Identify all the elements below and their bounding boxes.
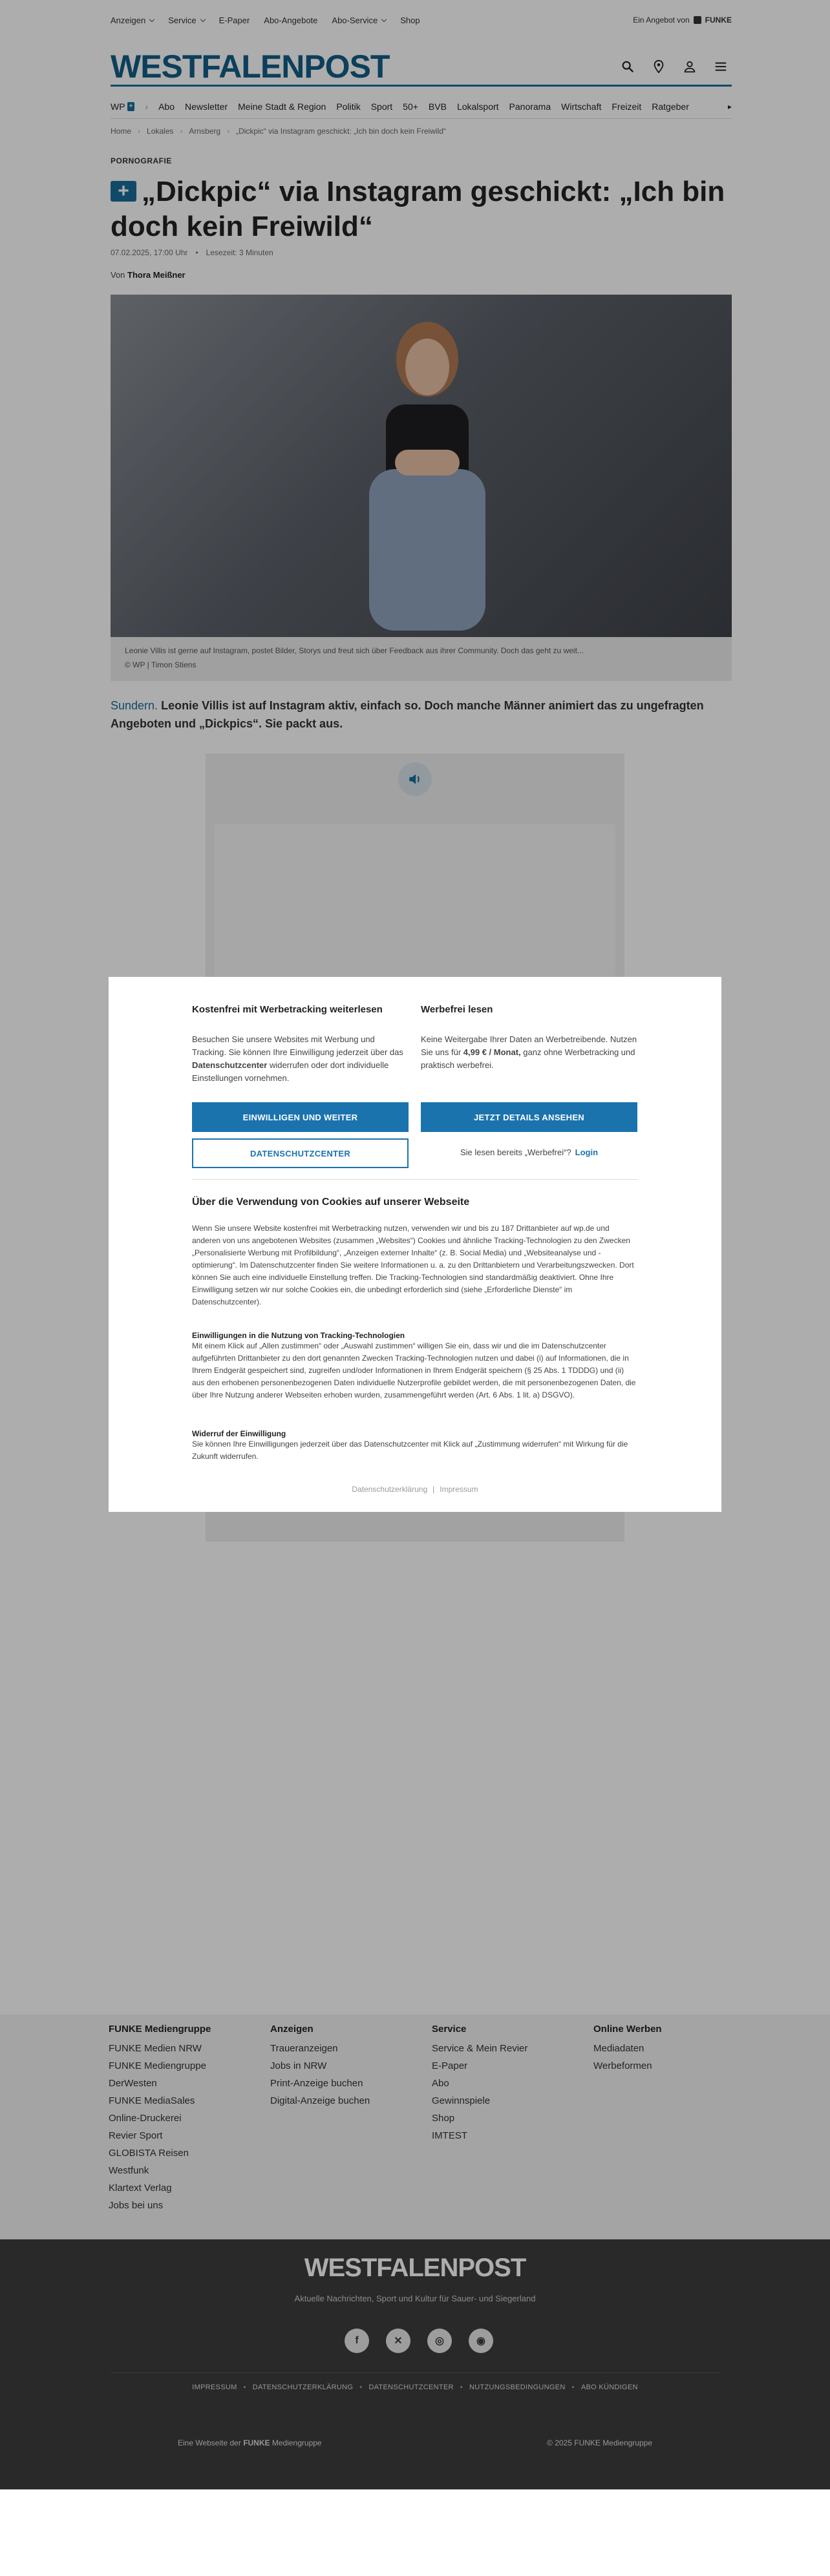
article-read-time: Lesezeit: 3 Minuten xyxy=(206,248,273,257)
footer-link[interactable]: FUNKE MediaSales xyxy=(109,2095,195,2106)
consent-text: Mit einem Klick auf „Allen zustimmen“ oder „Auswahl zustimmen“ willigen Sie ein, dass wir und die im Datenschutzcenter aufgeführten Drittanbieter zu den dort genannten Zwecken Tracking-Technologien nutzen und dabei (i) auf Informationen, die in Ihrem Endgerät gespeichert sind, zugreifen und/oder Informationen in Ihrem Endgerät speichern (§ 25 Abs. 1 TDDDG) und (ii) aus den erhobenen personenbezogenen Daten individuelle Nutzerprofile gebildet werden, die mit personenbezogenen Daten, die über Ihre Nutzung anderer Webseiten erhoben wurden, zusammengeführt werden (Art. 6 Abs. 1 lit. a) DSGVO). xyxy=(192,1341,636,1399)
nav-wp-plus[interactable]: WP + xyxy=(111,101,134,112)
site-of-funke: Eine Webseite der FUNKE Mediengruppe xyxy=(178,2438,322,2447)
footer-col-funke: FUNKE Mediengruppe FUNKE Medien NRW FUNKE Mediengruppe DerWesten FUNKE MediaSales Online-Druckerei Revier Sport GLOBISTA Reisen Westfunk Klartext Verlag Jobs bei uns xyxy=(109,2024,270,2214)
free-option-text: Besuchen Sie unsere Websites mit Werbung und Tracking. Sie können Ihre Einwilligung jederzeit über das Datenschutzcenter widerrufen oder dort individuelle Einstellungen vornehmen. xyxy=(192,1034,403,1083)
nav-item-bvb[interactable]: BVB xyxy=(428,101,447,112)
legal-link-nutzungsbedingungen[interactable]: NUTZUNGSBEDINGUNGEN xyxy=(469,2383,566,2391)
lead-city: Sundern. xyxy=(111,699,158,712)
facebook-icon[interactable]: f xyxy=(345,2329,369,2353)
plus-badge: + xyxy=(127,102,135,111)
caption-text: Leonie Villis ist gerne auf Instagram, postet Bilder, Storys und freut sich über Feedback aus ihrer Community. Doch das geht zu weit... xyxy=(125,646,584,655)
footer-link[interactable]: Mediadaten xyxy=(593,2043,644,2054)
consent-section xyxy=(192,1331,638,1401)
breadcrumb-arnsberg[interactable]: Arnsberg xyxy=(189,127,221,136)
revoke-text: Sie können Ihre Einwilligungen jederzeit über das Datenschutzcenter mit Klick auf „Zustimmung widerrufen“ mit Wirkung für die Zukunft widerrufen. xyxy=(192,1440,628,1461)
datenschutzcenter-link[interactable]: Datenschutzcenter xyxy=(192,1060,268,1070)
footer-col-online-werben: Online Werben Mediadaten Werbeformen xyxy=(593,2024,755,2214)
x-twitter-icon[interactable]: ✕ xyxy=(386,2329,410,2353)
footer-link[interactable]: Service & Mein Revier xyxy=(432,2043,528,2054)
nav-item-50plus[interactable]: 50+ xyxy=(403,101,418,112)
footer-col-anzeigen: Anzeigen Traueranzeigen Jobs in NRW Print-Anzeige buchen Digital-Anzeige buchen xyxy=(270,2024,432,2214)
imprint-link[interactable]: Impressum xyxy=(440,1485,478,1494)
footer-link[interactable]: Shop xyxy=(432,2113,455,2124)
article-author: Von Thora Meißner xyxy=(111,270,186,280)
footer-link[interactable]: GLOBISTA Reisen xyxy=(109,2148,189,2159)
price: 4,99 € / Monat, xyxy=(463,1047,521,1057)
author-link[interactable]: Thora Meißner xyxy=(127,270,186,280)
nav-item-sport[interactable]: Sport xyxy=(370,101,393,112)
free-option-title: Kostenfrei mit Werbetracking weiterlesen xyxy=(192,1004,383,1015)
footer-link[interactable]: Klartext Verlag xyxy=(109,2183,172,2194)
footer-link[interactable]: E-Paper xyxy=(432,2060,468,2071)
revoke-title: Widerruf der Einwilligung xyxy=(192,1429,286,1438)
footer-col-service: Service Service & Mein Revier E-Paper Abo Gewinnspiele Shop IMTEST xyxy=(432,2024,593,2214)
footer-link[interactable]: Jobs bei uns xyxy=(109,2200,164,2211)
copyright: © 2025 FUNKE Mediengruppe xyxy=(547,2438,652,2447)
topbar-link-anzeigen[interactable]: Anzeigen xyxy=(111,16,154,25)
nav-scroll-right-icon[interactable]: ▸ xyxy=(727,101,732,111)
paid-option-title: Werbefrei lesen xyxy=(421,1004,493,1015)
nav-item-lokalsport[interactable]: Lokalsport xyxy=(456,101,499,112)
article-headline: + „Dickpic“ via Instagram geschickt: „Ich bin doch kein Freiwild“ xyxy=(111,176,725,242)
nav-item-newsletter[interactable]: Newsletter xyxy=(185,101,228,112)
footer-link[interactable]: IMTEST xyxy=(432,2130,467,2141)
cookies-title: Über die Verwendung von Cookies auf unserer Webseite xyxy=(192,1197,470,1208)
instagram-icon[interactable]: ◎ xyxy=(427,2329,452,2353)
login-prompt: Sie lesen bereits „Werbefrei“? Login xyxy=(460,1147,599,1157)
footer-link[interactable]: Jobs in NRW xyxy=(270,2060,327,2071)
breadcrumb-home[interactable]: Home xyxy=(111,127,132,136)
privacy-link[interactable]: Datenschutzerklärung xyxy=(352,1485,428,1494)
consent-paid-option xyxy=(421,1004,637,1072)
topbar-link-epaper[interactable]: E-Paper xyxy=(218,15,250,25)
legal-link-abo-kuendigen[interactable]: ABO KÜNDIGEN xyxy=(580,2383,638,2391)
consent-title: Einwilligungen in die Nutzung von Tracking-Technologien xyxy=(192,1331,405,1340)
accept-button[interactable]: EINWILLIGEN UND WEITER xyxy=(192,1102,409,1132)
nav-item-freizeit[interactable]: Freizeit xyxy=(612,101,642,112)
topbar-link-shop[interactable]: Shop xyxy=(400,15,420,25)
nav-item-panorama[interactable]: Panorama xyxy=(509,101,551,112)
footer-link[interactable]: FUNKE Medien NRW xyxy=(109,2043,202,2054)
nav-separator: › xyxy=(145,101,149,112)
consent-free-option xyxy=(192,1004,409,1085)
breadcrumb-lokales[interactable]: Lokales xyxy=(147,127,174,136)
nav-item-abo[interactable]: Abo xyxy=(158,101,175,112)
legal-link-datenschutz[interactable]: DATENSCHUTZERKLÄRUNG xyxy=(252,2383,354,2391)
footer-link[interactable]: Gewinnspiele xyxy=(432,2095,491,2106)
article-date: 07.02.2025, 17:00 Uhr xyxy=(111,248,188,257)
topbar-link-abo-service[interactable]: Abo-Service xyxy=(332,16,386,25)
site-logo[interactable]: WESTFALENPOST xyxy=(111,48,390,85)
topbar-link-abo-angebote[interactable]: Abo-Angebote xyxy=(264,15,318,25)
footer-link[interactable]: Print-Anzeige buchen xyxy=(270,2078,363,2089)
image-credit: © WP | Timon Stiens xyxy=(125,660,197,669)
consent-dialog xyxy=(109,977,721,1512)
funke-offer[interactable]: Ein Angebot von FUNKE xyxy=(633,16,732,25)
footer-link[interactable]: Revier Sport xyxy=(109,2130,163,2141)
topbar-link-service[interactable]: Service xyxy=(168,16,204,25)
footer-link[interactable]: Online-Druckerei xyxy=(109,2113,182,2124)
footer-tagline: Aktuelle Nachrichten, Sport und Kultur für Sauer- und Siegerland xyxy=(294,2294,536,2303)
nav-item-meine-stadt[interactable]: Meine Stadt & Region xyxy=(238,101,326,112)
datenschutzcenter-button[interactable]: DATENSCHUTZCENTER xyxy=(192,1138,409,1168)
paid-option-text: Keine Weitergabe Ihrer Daten an Werbetreibende. Nutzen Sie uns für 4,99 € / Monat, ganz ohne Werbetracking und praktisch werbefrei. xyxy=(421,1034,637,1070)
plus-badge: + xyxy=(111,181,136,202)
footer-link[interactable]: Digital-Anzeige buchen xyxy=(270,2095,370,2106)
modal-footer-links: Datenschutzerklärung | Impressum xyxy=(352,1485,478,1494)
footer-link[interactable]: Werbeformen xyxy=(593,2060,652,2071)
cookies-text: Wenn Sie unsere Website kostenfrei mit Werbetracking nutzen, verwenden wir und bis zu 187 Drittanbieter auf wp.de und anderen von uns angebotenen Websites (zusammen „Websites“) Cookies und ähnliche Tracking-Technologien zu den Zwecken „Personalisierte Werbung mit Profilbildung“, „Anzeigen externer Inhalte“ (z. B. Social Media) und „Websiteanalyse und -optimierung“. Im Datenschutzcenter finden Sie weitere Informationen u. a. zu den Drittanbietern und Verarbeitungszwecken. Dort können Sie auch eine individuelle Einstellung treffen. Die Tracking-Technologien sind standardmäßig deaktiviert. Ohne Ihre Einwilligung setzen wir nur solche Cookies ein, die unbedingt erforderlich sind (siehe „Erforderliche Dienste“ im Datenschutzcenter). xyxy=(192,1224,634,1306)
footer-link[interactable]: Abo xyxy=(432,2078,449,2089)
legal-link-impressum[interactable]: IMPRESSUM xyxy=(192,2383,237,2391)
nav-item-ratgeber[interactable]: Ratgeber xyxy=(652,101,689,112)
login-link[interactable]: Login xyxy=(575,1147,599,1157)
breadcrumb-current: „Dickpic“ via Instagram geschickt: „Ich bin doch kein Freiwild“ xyxy=(236,127,446,136)
modal-divider xyxy=(192,1179,638,1180)
legal-links: IMPRESSUM • DATENSCHUTZERKLÄRUNG • DATENSCHUTZCENTER • NUTZUNGSBEDINGUNGEN • ABO KÜNDIGEN xyxy=(111,2372,719,2391)
article-meta: 07.02.2025, 17:00 Uhr • Lesezeit: 3 Minuten xyxy=(111,248,273,257)
nav-item-politik[interactable]: Politik xyxy=(336,101,361,112)
revoke-section xyxy=(192,1429,638,1463)
rss-icon[interactable]: ◉ xyxy=(469,2329,493,2353)
footer-logo[interactable]: WESTFALENPOST xyxy=(304,2254,526,2282)
article-kicker: PORNOGRAFIE xyxy=(111,156,172,165)
breadcrumb: Home › Lokales › Arnsberg › „Dickpic“ via Instagram geschickt: „Ich bin doch kein Freiwild“ xyxy=(111,127,446,136)
footer-link[interactable]: Traueranzeigen xyxy=(270,2043,338,2054)
cookies-section xyxy=(192,1197,638,1308)
footer-link[interactable]: Westfunk xyxy=(109,2165,149,2176)
article-lead: Sundern. Leonie Villis ist auf Instagram aktiv, einfach so. Doch manche Männer animiert das zu ungefragten Angeboten und „Dickpics“. Sie packt aus. xyxy=(111,699,704,730)
footer-link[interactable]: FUNKE Mediengruppe xyxy=(109,2060,206,2071)
footer-link[interactable]: DerWesten xyxy=(109,2078,157,2089)
legal-link-datenschutzcenter[interactable]: DATENSCHUTZCENTER xyxy=(368,2383,454,2391)
details-button[interactable]: JETZT DETAILS ANSEHEN xyxy=(421,1102,637,1132)
nav-item-wirtschaft[interactable]: Wirtschaft xyxy=(561,101,602,112)
